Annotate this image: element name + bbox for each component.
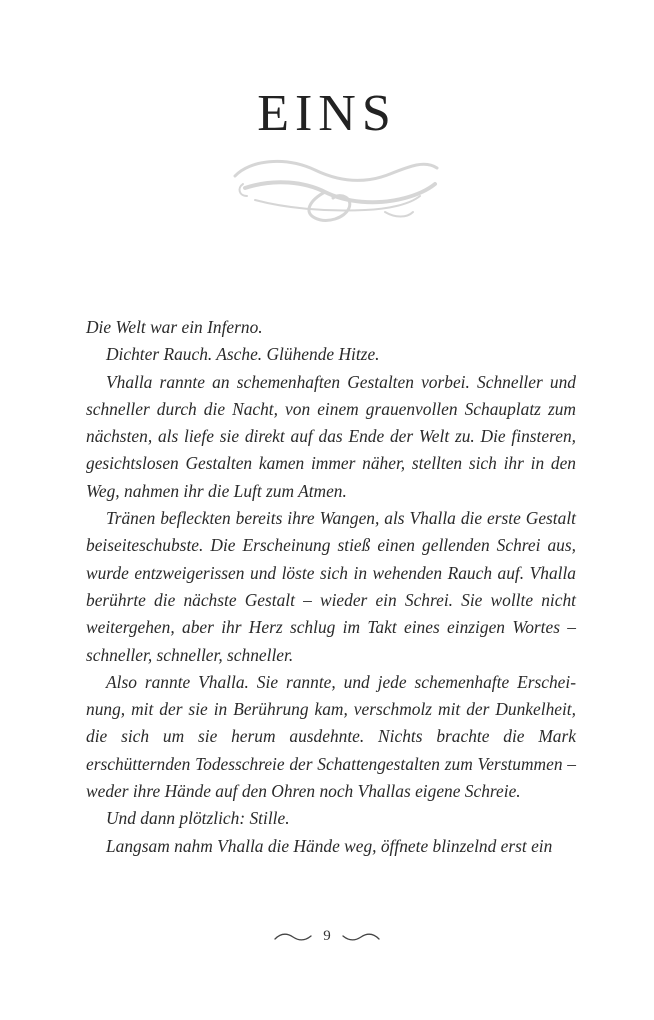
chapter-title: EINS [257,85,397,142]
page-number: 9 [323,928,331,944]
paragraph: Und dann plötzlich: Stille. [106,808,290,829]
paragraph: Also rannte Vhalla. Sie rannte, und jede schemenhafte Erscheinung, mit der sie in Berührung kam, verschmolz mit der Dunkelheit, die sich um sie herum ausdehnte. Nichts brachte die Mark erschütternden Todesschreie der Schattengestalten zum Verstummen – weder ihre Hände auf den Ohren noch Vhallas eigene Schreie. [86,671,576,802]
paragraph: Langsam nahm Vhalla die Hände weg, öffnete blinzelnd erst ein [106,835,553,856]
swash-left-ornament-icon [273,931,313,943]
paragraph: Vhalla rannte an schemenhaften Gestalten vorbei. Schneller und schneller durch die Nacht, von einem grauenvollen Schauplatz zum nächsten, als liefe sie direkt auf das Ende der Welt zu. Die finsteren, gesichtslosen Gestalten kamen immer näher, stellten sich ihr in den Weg, nahmen ihr die Luft zum Atmen. [86,371,576,501]
page-folio [0,928,654,945]
paragraph: Die Welt war ein Inferno. [86,317,263,337]
flourish-ornament-icon [215,148,445,228]
swash-right-ornament-icon [341,931,381,943]
chapter-body-text [86,314,576,860]
paragraph: Tränen befleckten bereits ihre Wangen, als Vhalla die erste Gestalt beiseiteschubste. Die Erscheinung stieß einen gellenden Schrei aus, wurde entzweigerissen und löste sich in wehenden Rauch auf. Vhalla berührte die nächste Gestalt – wieder ein Schrei. Sie wollte nicht weitergehen, aber ihr Herz schlug im Takt eines einzigen Wortes – schneller, schneller, schneller. [86,508,576,665]
paragraph: Dichter Rauch. Asche. Glühende Hitze. [106,344,380,365]
